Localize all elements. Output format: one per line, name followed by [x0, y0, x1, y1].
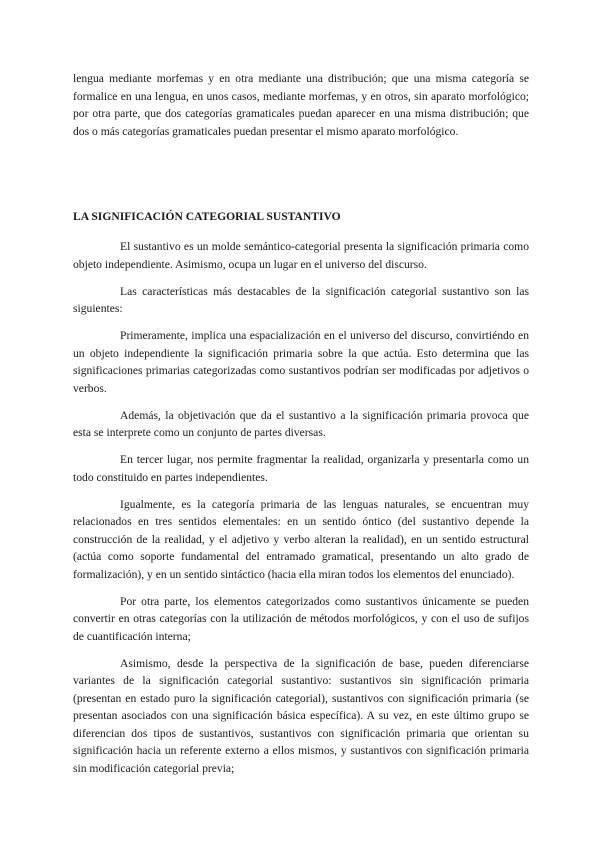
paragraph-characteristics-intro: Las características más destacables de la significación categorial sustantivo son las siguientes:	[73, 284, 529, 315]
paragraph-fragmentation: En tercer lugar, nos permite fragmentar la realidad, organizarla y presentarla como un todo constituido en partes independientes.	[73, 453, 529, 484]
intro-paragraph: lengua mediante morfemas y en otra mediante una distribución; que una misma categoría se formalice en una lengua, en unos casos, mediante morfemas, y en otros, sin aparato morfológico; por otra parte, que dos categorías gramaticales puedan aparecer en una misma distribución; que dos o más categorías gramaticales puedan presentar el mismo aparato morfológico.	[73, 72, 529, 138]
paragraph-spatialization: Primeramente, implica una espacialización en el universo del discurso, convirtiéndo en un objeto independiente la significación primaria sobre la que actúa. Esto determina que las significaciones primarias categorizadas como sustantivos podrían ser modificadas por adjetivos o verbos.	[73, 329, 529, 395]
paragraph-primary-category: Igualmente, es la categoría primaria de las lenguas naturales, se encuentran muy relacionados en tres sentidos elementales: en un sentido óntico (del sustantivo depende la construcción de la realidad, y el adjetivo y verbo alteran la realidad), en un sentido estructural (actúa como soporte fundamental del entramado gramatical, presentando un alto grado de formalización), y en un sentido sintáctico (hacia ella miran todos los elementos del enunciado).	[73, 497, 529, 581]
section-title: LA SIGNIFICACIÓN CATEGORIAL SUSTANTIVO	[73, 210, 341, 223]
paragraph-objectivation: Además, la objetivación que da el sustantivo a la significación primaria provoca que esta se interprete como un conjunto de partes diversas.	[73, 408, 529, 439]
paragraph-variants: Asimismo, desde la perspectiva de la significación de base, pueden diferenciarse variantes de la significación categorial sustantivo: sustantivos sin significación primaria (presentan en estado puro la significación categorial), sustantivos con significación primaria (se presentan asociados con una significación básica específica). A su vez, en este último grupo se diferencian dos tipos de sustantivos, sustantivos con significación primaria que orientan su significación hacia un referente externo a ellos mismos, y sustantivos con significación primaria sin modificación categorial previa;	[73, 656, 529, 775]
section-body	[73, 238, 529, 787]
paragraph-conversion: Por otra parte, los elementos categorizados como sustantivos únicamente se pueden convertir en otras categorías con la utilización de métodos morfológicos, y con el uso de sufijos de cuantificación interna;	[73, 594, 529, 643]
paragraph-definition: El sustantivo es un molde semántico-categorial presenta la significación primaria como objeto independiente. Asimismo, ocupa un lugar en el universo del discurso.	[73, 240, 529, 271]
